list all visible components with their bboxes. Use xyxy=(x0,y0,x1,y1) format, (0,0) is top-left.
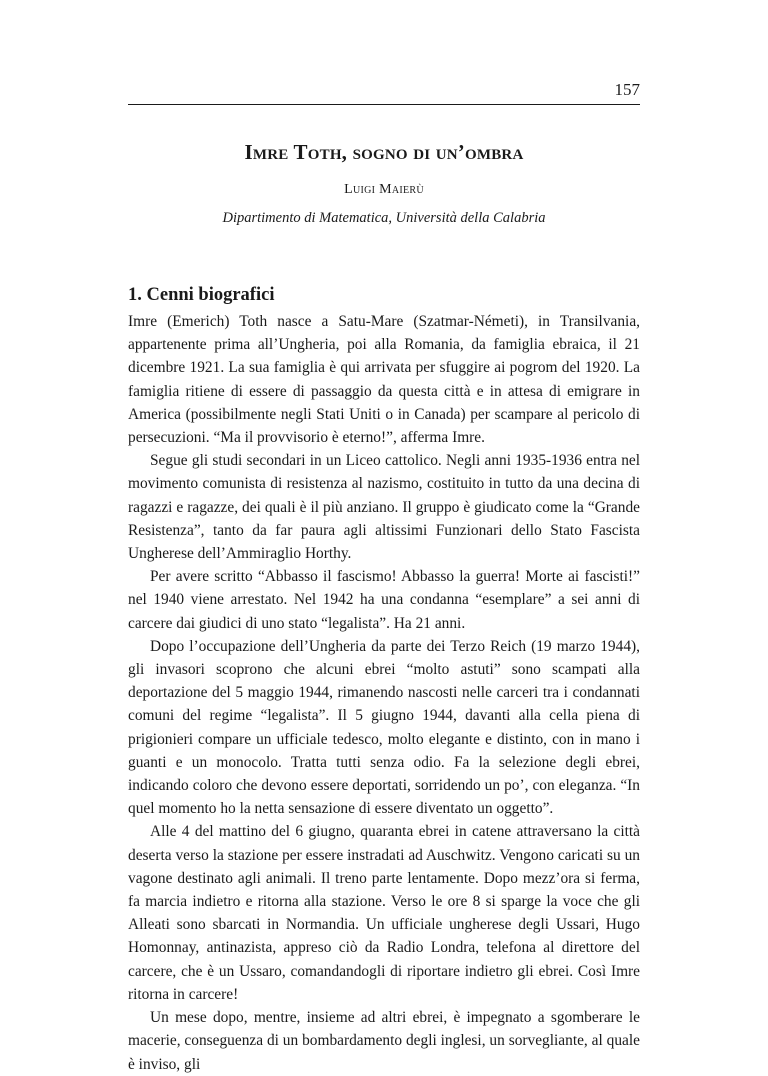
paragraph-6: Un mese dopo, mentre, insieme ad altri ebrei, è impegnato a sgomberare le macerie, conseguenza di un bombardamento degli inglesi, un sorvegliante, al quale è inviso, gli xyxy=(128,1009,640,1073)
header-rule xyxy=(128,104,640,105)
section-heading: 1. Cenni biografici xyxy=(128,285,275,305)
author-affiliation: Dipartimento di Matematica, Università della Calabria xyxy=(222,210,546,226)
paragraph-2: Segue gli studi secondari in un Liceo cattolico. Negli anni 1935-1936 entra nel movimento comunista di resistenza al nazismo, costituito in tutto da una decina di ragazzi e ragazze, dei quali è il più anziano. Il gruppo è giudicato come la “Grande Resistenza”, tanto da far paura agli altissimi Funzionari dello Stato Fascista Ungherese dell’Ammiraglio Horthy. xyxy=(128,452,640,563)
article-title: Imre Toth, sogno di un’ombra xyxy=(244,140,524,164)
page-number: 157 xyxy=(614,80,640,99)
paragraph-3: Per avere scritto “Abbasso il fascismo! Abbasso la guerra! Morte ai fascisti!” nel 1940 viene arrestato. Nel 1942 ha una condanna “esemplare” a sei anni di carcere dai giudici di uno stato “legalista”. Ha 21 anni. xyxy=(128,568,640,632)
article-author: Luigi Maierù xyxy=(344,182,424,197)
paragraph-1: Imre (Emerich) Toth nasce a Satu-Mare (Szatmar-Németi), in Transilvania, appartenente prima all’Ungheria, poi alla Romania, da famiglia ebraica, il 21 dicembre 1921. La sua famiglia è qui arrivata per sfuggire ai pogrom del 1920. La famiglia ritiene di essere di passaggio da questa città e in attesa di emigrare in America (possibilmente negli Stati Uniti o in Canada) per scampare al pericolo di persecuzioni. “Ma il provvisorio è eterno!”, afferma Imre. xyxy=(128,313,640,447)
body-text xyxy=(128,310,640,1076)
paragraph-4: Dopo l’occupazione dell’Ungheria da parte dei Terzo Reich (19 marzo 1944), gli invasori scoprono che alcuni ebrei “molto astuti” sono scampati alla deportazione del 5 maggio 1944, rimanendo nascosti nelle carceri tra i condannati comuni del regime “legalista”. Il 5 giugno 1944, davanti alla cella piena di prigionieri compare un ufficiale tedesco, molto elegante e distinto, con in mano i guanti e un monocolo. Tratta tutti senza odio. Fa la selezione degli ebrei, indicando coloro che devono essere deportati, sorridendo un po’, con eleganza. “In quel momento ho la netta sensazione di essere diventato un oggetto”. xyxy=(128,637,640,818)
paragraph-5: Alle 4 del mattino del 6 giugno, quaranta ebrei in catene attraversano la città deserta verso la stazione per essere instradati ad Auschwitz. Vengono caricati su un vagone destinato agli animali. Il treno parte lentamente. Dopo mezz’ora si ferma, fa marcia indietro e ritorna alla stazione. Verso le ore 8 si sparge la voce che gli Alleati sono sbarcati in Normandia. Un ufficiale ungherese degli Ussari, Hugo Homonnay, antinazista, appreso ciò da Radio Londra, telefona al direttore del carcere, che è un Ussaro, comandandogli di riportare indietro gli ebrei. Così Imre ritorna in carcere! xyxy=(128,823,640,1003)
